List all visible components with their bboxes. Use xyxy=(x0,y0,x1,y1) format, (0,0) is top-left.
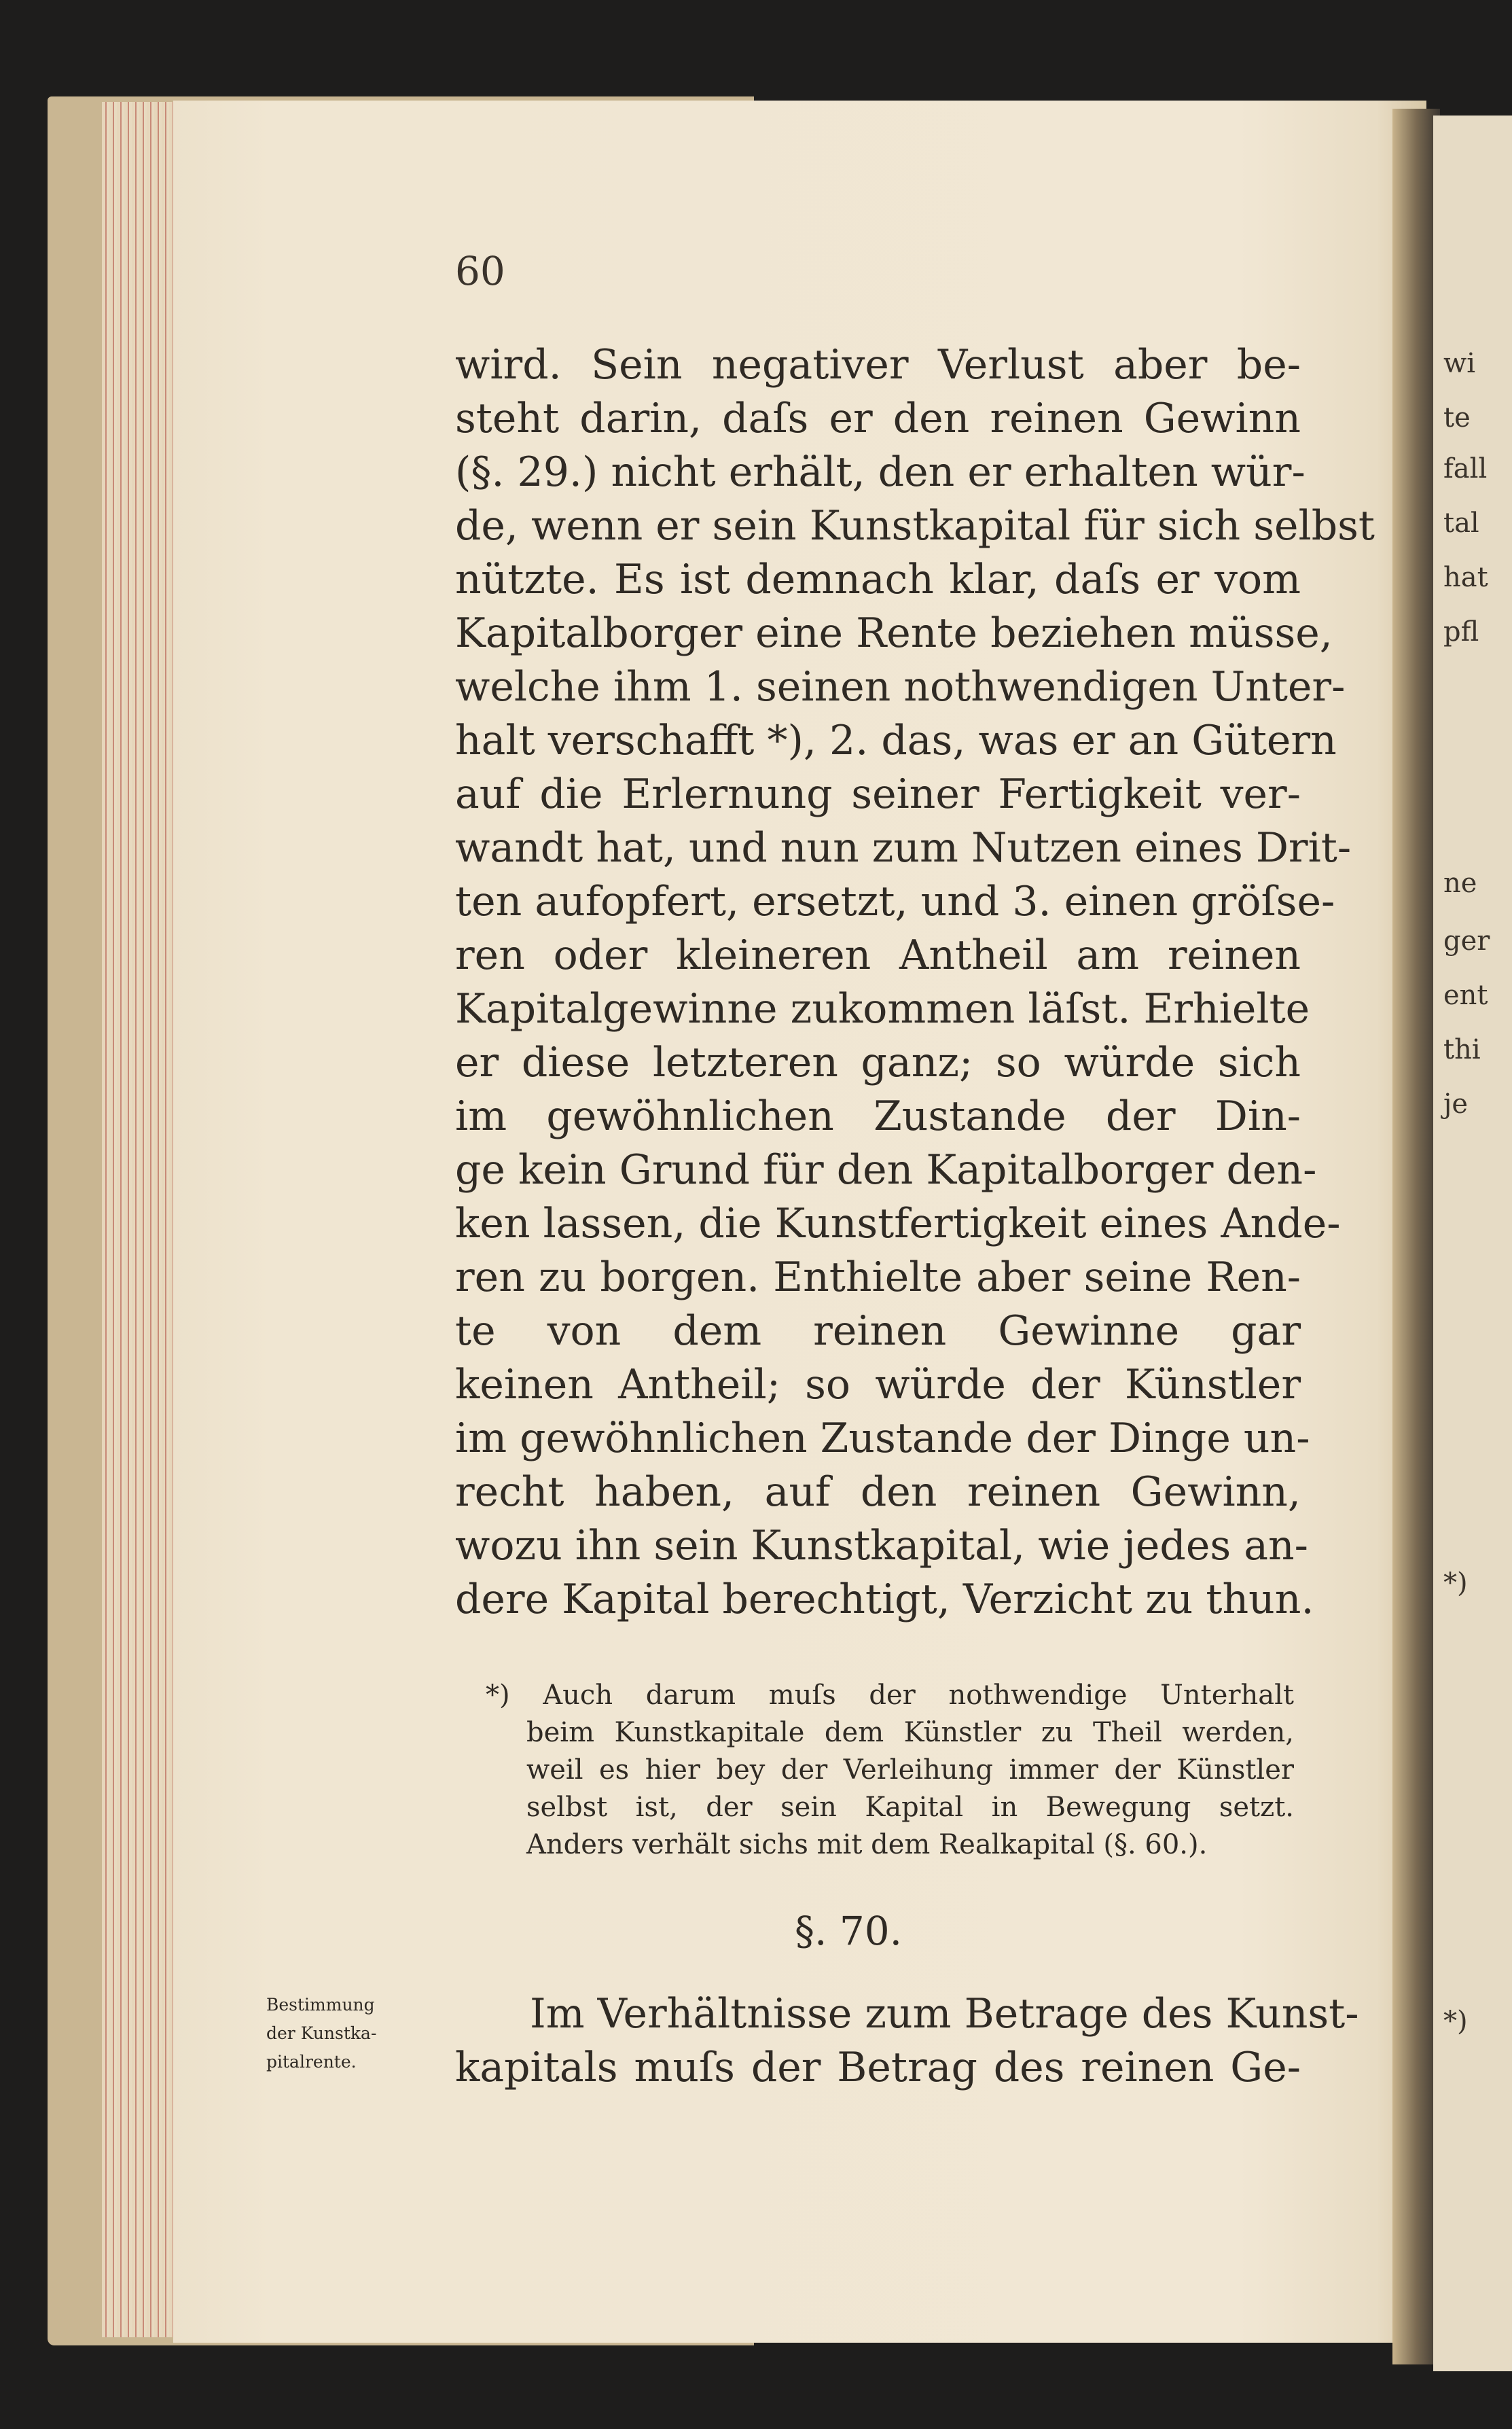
body-line: halt verschafft *), 2. das, was er an Gütern xyxy=(455,717,1337,764)
body-line: wozu ihn sein Kunstkapital, wie jedes an- xyxy=(455,1522,1308,1570)
body-line: nützte. Es ist demnach klar, daſs er vom xyxy=(455,556,1301,603)
body-line: ten aufopfert, ersetzt, und 3. einen gröſse- xyxy=(455,878,1335,925)
body-line: ge kein Grund für den Kapitalborger den- xyxy=(455,1146,1317,1194)
page-number: 60 xyxy=(455,248,505,294)
section-line: Im Verhältnisse zum Betrage des Kunst- xyxy=(530,1990,1359,2038)
body-line: recht haben, auf den reinen Gewinn, xyxy=(455,1468,1301,1516)
next-page-fragment: ne xyxy=(1443,868,1477,899)
section-line: kapitals muſs der Betrag des reinen Ge- xyxy=(455,2044,1301,2091)
next-page-fragment: tal xyxy=(1443,508,1479,539)
section-text xyxy=(455,1987,1359,2095)
next-page-fragment: ent xyxy=(1443,980,1488,1011)
next-page-fragment: pfl xyxy=(1443,616,1479,648)
next-page-fragment: fall xyxy=(1443,453,1488,484)
body-line: Kapitalborger eine Rente beziehen müsse, xyxy=(455,609,1333,657)
body-line: de, wenn er sein Kunstkapital für sich selbst xyxy=(455,502,1375,550)
next-page-fragment: *) xyxy=(1443,1567,1468,1599)
body-line: auf die Erlernung seiner Fertigkeit ver- xyxy=(455,770,1301,818)
body-line: dere Kapital berechtigt, Verzicht zu thun. xyxy=(455,1576,1314,1623)
body-line: te von dem reinen Gewinne gar xyxy=(455,1307,1301,1355)
body-line: wandt hat, und nun zum Nutzen eines Drit- xyxy=(455,824,1352,872)
next-page-fragment: ger xyxy=(1443,925,1490,957)
body-line: ren oder kleineren Antheil am reinen xyxy=(455,932,1301,979)
body-line: keinen Antheil; so würde der Künstler xyxy=(455,1361,1301,1408)
next-page-fragment: te xyxy=(1443,402,1471,433)
body-line: er diese letzteren ganz; so würde sich xyxy=(455,1039,1301,1086)
margin-note xyxy=(266,1991,446,2076)
next-page-fragment: je xyxy=(1443,1088,1469,1120)
footnote xyxy=(486,1677,1294,1864)
footnote-line: Anders verhält sichs mit dem Realkapital (§. 60.). xyxy=(526,1829,1208,1860)
margin-note-line: Bestimmung xyxy=(266,1995,375,2015)
body-line: ren zu borgen. Enthielte aber seine Ren- xyxy=(455,1254,1301,1301)
next-page-fragment: hat xyxy=(1443,562,1488,593)
body-line: welche ihm 1. seinen nothwendigen Unter- xyxy=(455,663,1346,711)
footnote-line: *) Auch darum muſs der nothwendige Unterhalt xyxy=(486,1680,1294,1711)
body-line: (§. 29.) nicht erhält, den er erhalten wür- xyxy=(455,448,1306,496)
section-heading: §. 70. xyxy=(795,1908,903,1954)
next-page-fragment: wi xyxy=(1443,348,1476,379)
body-line: ken lassen, die Kunstfertigkeit eines Ande- xyxy=(455,1200,1341,1247)
next-page-fragment: *) xyxy=(1443,2006,1468,2037)
footnote-line: weil es hier bey der Verleihung immer der Künstler xyxy=(526,1754,1294,1786)
body-line: wird. Sein negativer Verlust aber be- xyxy=(455,341,1301,389)
body-line: steht darin, daſs er den reinen Gewinn xyxy=(455,395,1301,442)
footnote-line: beim Kunstkapitale dem Künstler zu Theil werden, xyxy=(526,1717,1294,1748)
footnote-line: selbst ist, der sein Kapital in Bewegung setzt. xyxy=(526,1792,1294,1823)
body-line: Kapitalgewinne zukommen läſst. Erhielte xyxy=(455,985,1310,1033)
margin-note-line: pitalrente. xyxy=(266,2052,357,2072)
body-text xyxy=(455,338,1375,1627)
next-page-fragment: thi xyxy=(1443,1034,1481,1065)
body-line: im gewöhnlichen Zustande der Din- xyxy=(455,1093,1301,1140)
page-stack-edges xyxy=(102,102,183,2337)
margin-note-line: der Kunstka- xyxy=(266,2023,377,2043)
body-line: im gewöhnlichen Zustande der Dinge un- xyxy=(455,1415,1310,1462)
